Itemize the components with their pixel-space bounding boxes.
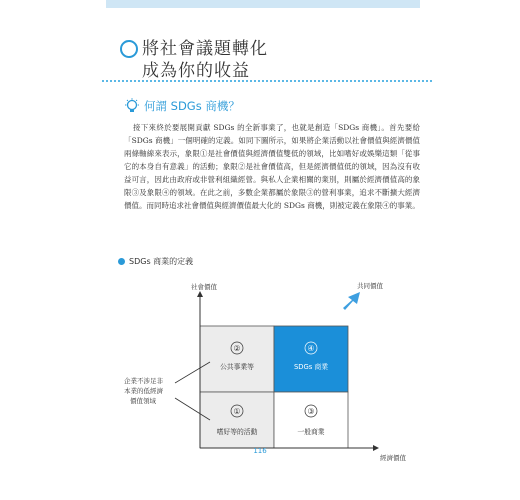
title-line-1: 將社會議題轉化 [142,39,268,59]
quadrant-1-label: 嗜好等的活動 [216,428,258,436]
quadrant-3-number: ③ [307,407,315,416]
quadrant-4-label: SDGs 商業 [293,363,329,371]
quadrant-1-number: ① [233,407,241,416]
page-number: 116 [253,447,267,455]
side-note-line: 本業的低經濟 [124,387,163,395]
quadrant-3 [274,392,348,448]
quadrant-2-label: 公共事業等 [220,363,254,371]
quadrant-4-number: ④ [307,344,315,353]
section-heading: 何謂 SDGs 商機？ [144,99,240,113]
side-note-line: 企業不涉足非 [124,377,163,385]
body-paragraph: 接下來終於要展開貢獻 SDGs 的全新事業了，也就是創造「SDGs 商機」。首先要給「SDGs 商機」一個明確的定義。如同下圖所示，如果將企業活動以社會價值與經濟價值兩條軸線來表示，象限①是社會價值與經濟價值雙低的領域，比如嗜好或娛樂這類「從事它的本身自有意義」的活動；象限②是社會價值高，但是經濟價值低的領域，因為沒有收益可言，因此由政府或非營利組織經營。與私人企業相關的業別，則屬於經濟價值高的象限③及象限④的領域。在此之前，多數企業都屬於象限③的營利事業，追求不斷擴大經濟價值。而同時追求社會價值與經濟價值最大化的 SDGs 商機，則被定義在象限④的事業。 [124,123,420,210]
quadrant-4 [274,326,348,392]
shared-value-arrow-icon [343,292,360,310]
quadrant-1 [200,392,274,448]
quadrant-2-number: ② [233,344,241,353]
figure-label: SDGs 商業的定義 [129,257,194,266]
x-axis-label: 經濟價值 [380,454,406,462]
side-note-line: 價值領域 [130,397,156,405]
y-axis-label: 社會價值 [191,283,217,291]
arrow-label: 共同價值 [357,282,383,290]
quadrant-3-label: 一般商業 [297,428,325,436]
title-line-2: 成為你的收益 [142,61,250,81]
side-note [124,376,164,405]
quadrant-2 [200,326,274,392]
